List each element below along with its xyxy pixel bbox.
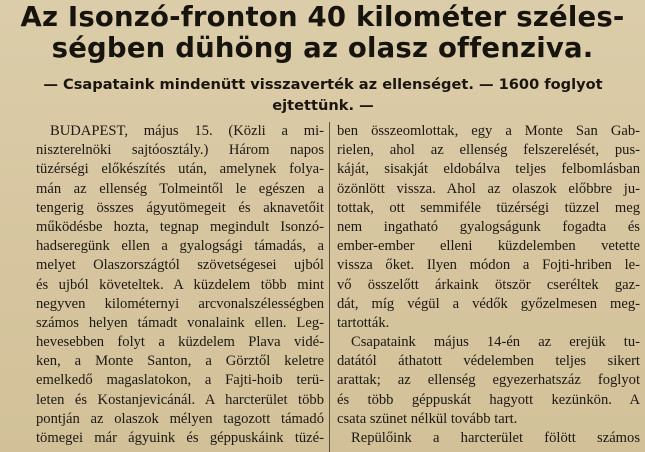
article-line: és ujból követeltek. A küzdelem több mint xyxy=(36,276,324,293)
column-divider xyxy=(329,122,330,452)
article-line: niszterelnöki sajtóosztály.) Három napos xyxy=(36,142,324,159)
article-line: káját, sisakját eldobálva teljes felbomlásban xyxy=(337,161,640,178)
article-line: hevesebben folyt a küzdelem Plava vidé- xyxy=(36,334,324,351)
article-line: negyven kilométernyi arcvonalszélességben xyxy=(36,295,324,312)
article-line: Repülőink a harcterület fölött számos xyxy=(351,430,640,446)
article-line: tömegei már ágyuink és géppuskáink tüzé- xyxy=(36,430,324,446)
article-line: ken, a Monte Santon, a Görztől keletre xyxy=(36,353,324,370)
article-left-column xyxy=(36,122,324,448)
article-line: ben összeomlottak, egy a Monte San Gab- xyxy=(337,123,640,139)
article-line: működésbe hozta, tegnap megindult Isonzó- xyxy=(36,218,324,235)
article-line: tengerig összes ágyutömegeit és aknavetőit xyxy=(36,199,324,216)
article-line: hadseregünk ellen a gyalogsági támadás, a xyxy=(36,238,324,255)
article-line: dát, míg végül a védők győzelmesen meg- xyxy=(337,295,640,312)
article-line: csata szünet nélkül tovább tart. xyxy=(337,410,518,427)
article-line: vő összelőtt árkaink ötször cseréltek gaz- xyxy=(337,276,640,293)
article-line: melyet Olaszországtól szövetségesei ujból xyxy=(36,257,324,274)
article-line: számos helyen támadt vonalaink ellen. Leg- xyxy=(36,314,324,331)
article-line: BUDAPEST, május 15. (Közli a mi- xyxy=(50,123,324,139)
subheadline-line-1: — Csapataink mindenütt visszaverték az ellenséget. — 1600 foglyot xyxy=(43,76,603,93)
article-line: arattak; az ellenség egyezerhatszáz foglyot xyxy=(337,372,640,389)
article-line: vissza őket. Ilyen módon a Fojti-hriben le- xyxy=(337,257,640,274)
article-line: és több géppuskát hagyott kezünkön. A xyxy=(337,391,640,408)
article-line: leten és Kostanjevicánál. A harcterület több xyxy=(36,391,324,408)
headline-line-1: Az Isonzó-fronton 40 kilométer széles- xyxy=(20,2,625,33)
article-right-column xyxy=(337,122,640,448)
article-line: rielen, ahol az ellenség felszerelését, pus- xyxy=(337,142,640,159)
article-line: nem ingatható gyalogságunk fogadta és xyxy=(337,218,640,235)
article-line: tottak, ott semmiféle tüzérségi tüzzel meg xyxy=(337,199,640,216)
article-line: özönlött vissza. Ahol az olaszok előbbre ju- xyxy=(337,180,640,197)
subheadline-line-2: ejtettünk. — xyxy=(272,96,374,114)
article-line: emelkedő magaslatokon, a Fajti-hoib terü- xyxy=(36,372,324,389)
article-line: pontján az olaszok mélyen tagozott támadó xyxy=(36,410,324,427)
article-line: tartották. xyxy=(337,314,390,331)
article-line: datától áthatott védelemben teljes sikert xyxy=(337,353,640,370)
article-line: tüzérségi előkészítés után, amelynek folya- xyxy=(36,161,324,178)
article-line: mán az ellenség Tolmeintől le egészen a xyxy=(36,180,324,197)
headline-line-2: ségben dühöng az olasz offenziva. xyxy=(51,33,594,64)
article-line: Csapataink május 14-én az erejük tu- xyxy=(351,334,640,351)
article-line: ember-ember elleni küzdelemben vetette xyxy=(337,238,640,255)
subheadline xyxy=(8,75,638,116)
headline xyxy=(0,2,645,64)
